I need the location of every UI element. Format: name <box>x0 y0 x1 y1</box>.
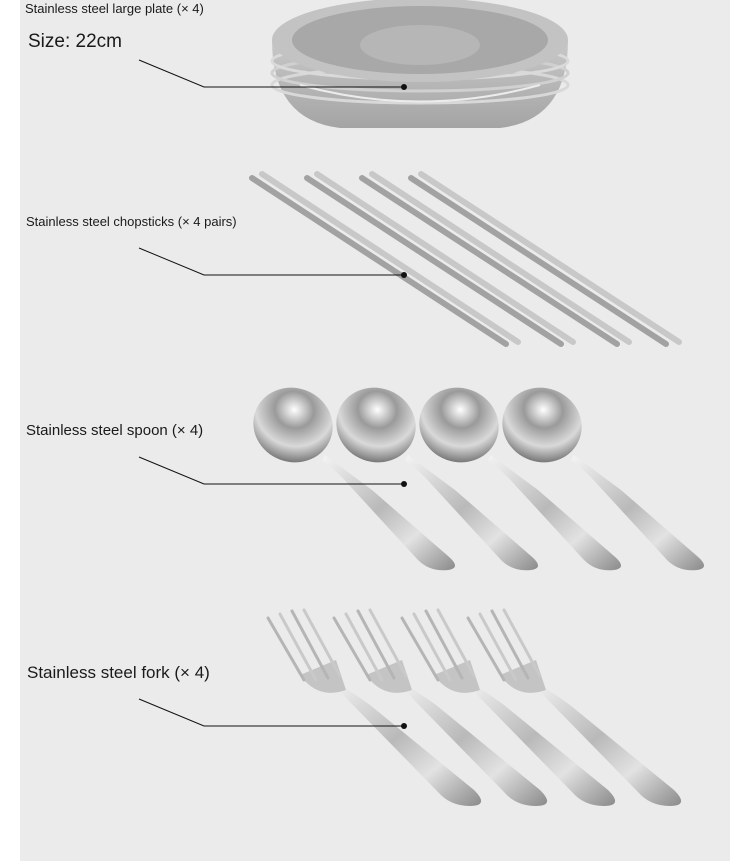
chopsticks-group <box>252 174 679 344</box>
spoon-4 <box>492 377 704 571</box>
plate-label: Stainless steel large plate (× 4) <box>25 1 204 16</box>
spoon-leader-dot <box>401 481 407 487</box>
spoon-leader-line <box>139 457 404 484</box>
plate-stack <box>272 0 568 128</box>
spoons-group <box>243 377 704 571</box>
spoon-label: Stainless steel spoon (× 4) <box>26 422 204 439</box>
forks-group <box>268 610 681 806</box>
chopsticks-label: Stainless steel chopsticks (× 4 pairs) <box>26 214 237 229</box>
fork-leader-dot <box>401 723 407 729</box>
fork-label: Stainless steel fork (× 4) <box>27 663 210 682</box>
plate-size-label: Size: 22cm <box>28 31 122 52</box>
chopsticks-leader-dot <box>401 272 407 278</box>
plate-leader-dot <box>401 84 407 90</box>
